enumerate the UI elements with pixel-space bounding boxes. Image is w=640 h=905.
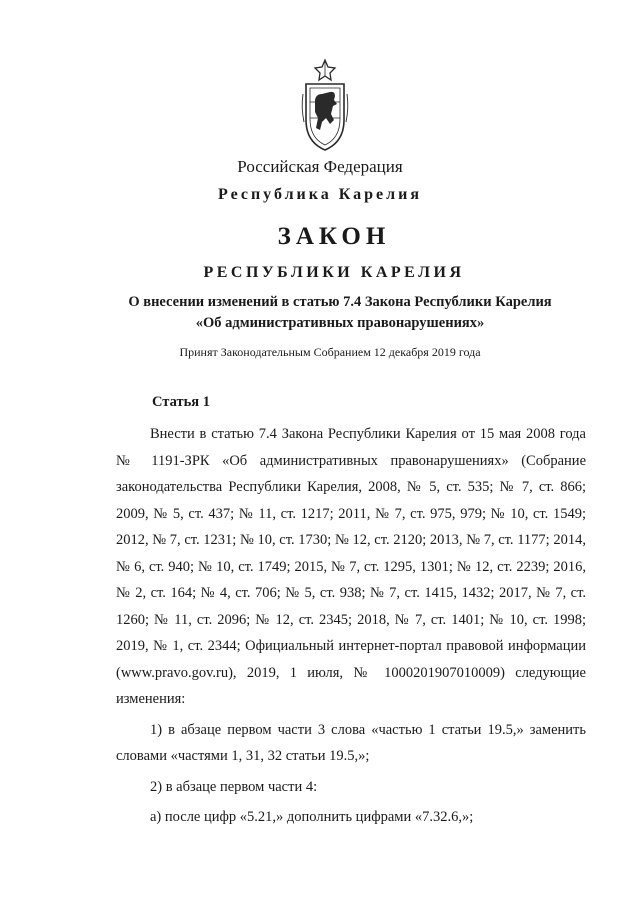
document-heading	[40, 292, 640, 334]
adoption-note: Принят Законодательным Собранием 12 декабря 2019 года	[179, 345, 481, 359]
list-item: 2) в абзаце первом части 4:	[150, 778, 318, 795]
law-title: ЗАКОН	[277, 223, 391, 250]
karelia-coat-of-arms-icon	[300, 58, 350, 152]
republic-name: Республика Карелия	[218, 186, 422, 203]
law-subtitle: РЕСПУБЛИКИ КАРЕЛИЯ	[203, 264, 465, 281]
article-intro: Внести в статью 7.4 Закона Республики Карелия от 15 мая 2008 года № 1191-ЗРК «Об административных правонарушениях» (Собрание законодательства Республики Карелия, 2008, № 5, ст. 535; № 7, ст. 866; 2009, № 5, ст. 437; № 11, ст. 1217; 2011, № 7, ст. 975, 979; № 10, ст. 1549; 2012, № 7, ст. 1231; № 10, ст. 1730; № 12, ст. 2120; 2013, № 7, ст. 1177; 2014, № 6, ст. 940; № 10, ст. 1749; 2015, № 7, ст. 1295, 1301; № 12, ст. 2239; 2016, № 2, ст. 164; № 4, ст. 706; № 5, ст. 938; № 7, ст. 1415, 1432; 2017, № 7, ст. 1260; № 11, ст. 2096; № 12, ст. 2345; 2018, № 7, ст. 1401; № 10, ст. 1998; 2019, № 1, ст. 2344; Официальный интернет-портал правовой информации (www.pravo.gov.ru), 2019, 1 июля, № 1000201907010009) следующие изменения:	[116, 426, 586, 707]
list-item: 1) в абзаце первом части 3 слова «частью 1 статьи 19.5,» заменить словами «частями 1, 31, 32 статьи 19.5,»;	[116, 721, 586, 764]
article-body	[116, 421, 586, 831]
document-heading-line-1: О внесении изменений в статью 7.4 Закона Республики Карелия	[128, 294, 552, 310]
list-item: а) после цифр «5.21,» дополнить цифрами «7.32.6,»;	[150, 809, 474, 825]
document-heading-line-2: «Об административных правонарушениях»	[195, 315, 485, 331]
article-heading: Статья 1	[152, 394, 210, 410]
country-name: Российская Федерация	[237, 157, 403, 176]
